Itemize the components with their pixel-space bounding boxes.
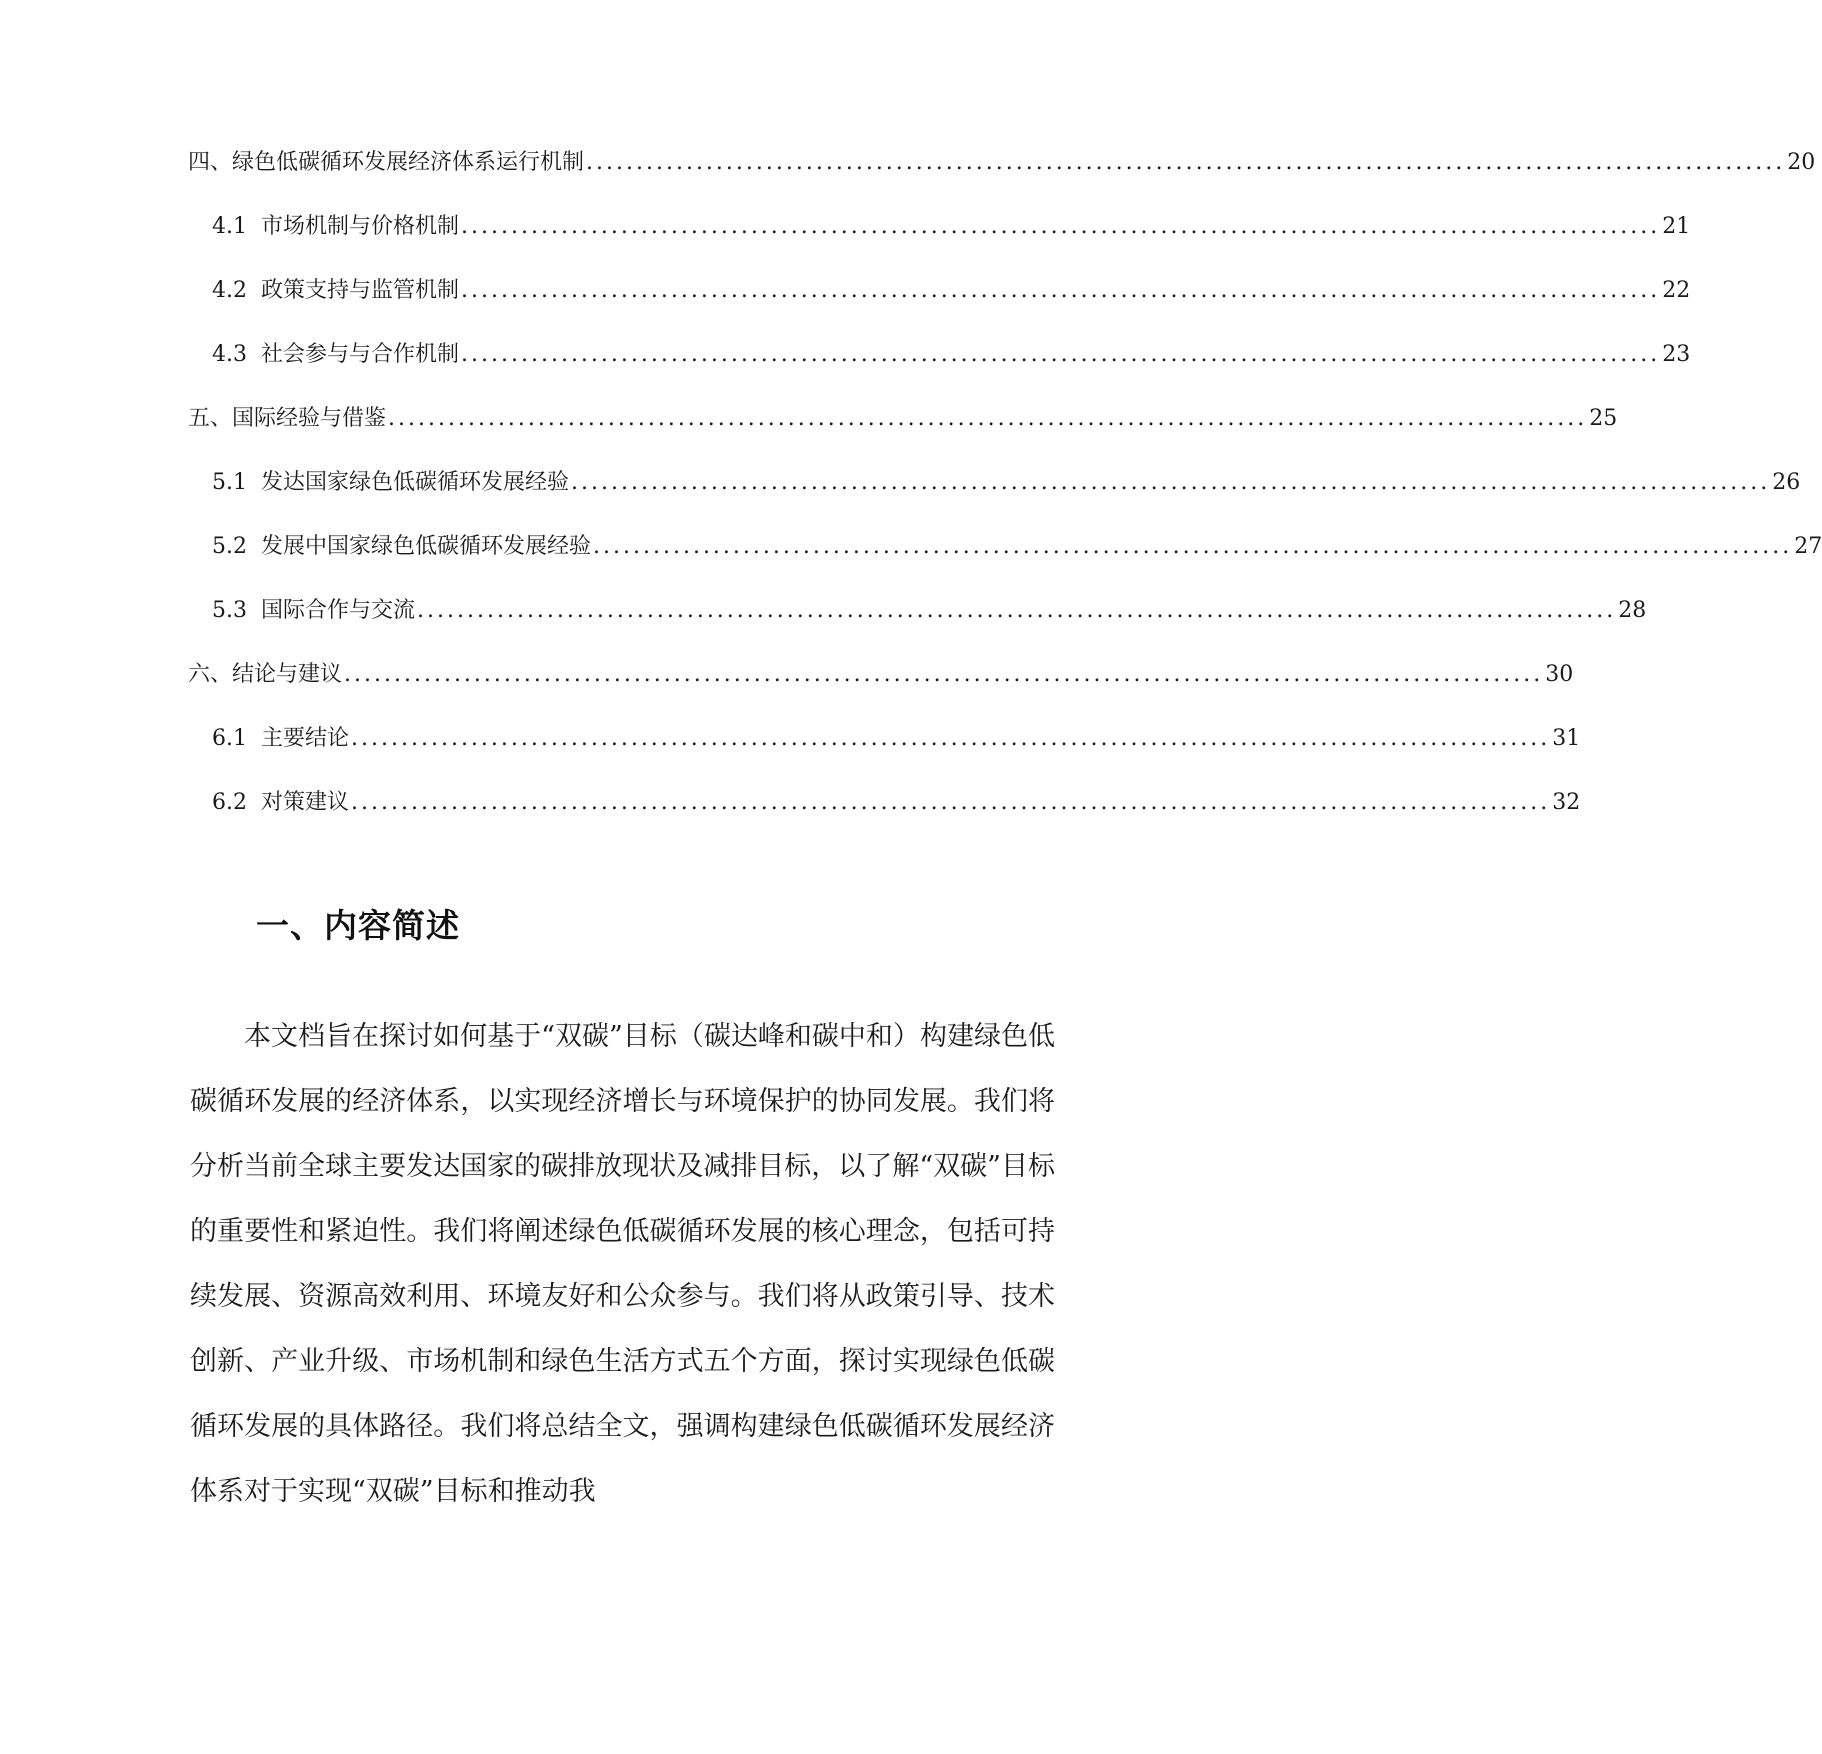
toc-entry-label: 发达国家绿色低碳循环发展经验: [261, 470, 570, 495]
toc-page-number: 31: [1552, 726, 1581, 751]
toc-leader-dots: ........................................................................................................................: [344, 662, 1544, 687]
toc-entry-number: 5.1: [212, 470, 247, 495]
toc-entry[interactable]: [188, 657, 1574, 693]
toc-entry-number: 5.2: [212, 534, 247, 559]
toc-page-number: 20: [1787, 150, 1816, 175]
toc-entry[interactable]: [212, 721, 1581, 757]
toc-page-number: 30: [1545, 662, 1574, 687]
toc-page-number: 27: [1794, 534, 1822, 559]
toc-leader-dots: ........................................................................................................................: [571, 470, 1771, 495]
toc-leader-dots: ........................................................................................................................: [351, 790, 1551, 815]
toc-entry[interactable]: [212, 465, 1801, 501]
toc-entry-number: 5.3: [212, 598, 247, 623]
section-heading: 一、内容简述: [256, 906, 460, 945]
toc-entry[interactable]: [212, 593, 1647, 629]
toc-page-number: 22: [1662, 278, 1691, 303]
toc-entry[interactable]: [212, 529, 1822, 565]
body-paragraph: 本文档旨在探讨如何基于“双碳”目标（碳达峰和碳中和）构建绿色低碳循环发展的经济体系，以实现经济增长与环境保护的协同发展。我们将分析当前全球主要发达国家的碳排放现状及减排目标，以了解“双碳”目标的重要性和紧迫性。我们将阐述绿色低碳循环发展的核心理念，包括可持续发展、资源高效利用、环境友好和公众参与。我们将从政策引导、技术创新、产业升级、市场机制和绿色生活方式五个方面，探讨实现绿色低碳循环发展的具体路径。我们将总结全文，强调构建绿色低碳循环发展经济体系对于实现“双碳”目标和推动我: [190, 1021, 1055, 1507]
toc-leader-dots: ........................................................................................................................: [351, 726, 1551, 751]
toc-entry-label: 四、绿色低碳循环发展经济体系运行机制: [188, 150, 585, 175]
toc-entry-label: 发展中国家绿色低碳循环发展经验: [261, 534, 592, 559]
toc-leader-dots: ........................................................................................................................: [461, 278, 1661, 303]
toc-page-number: 23: [1662, 342, 1691, 367]
toc-entry-label: 国际合作与交流: [261, 598, 416, 623]
toc-entry[interactable]: [212, 785, 1581, 821]
toc-entry-label: 对策建议: [261, 790, 350, 815]
toc-entry-label: 社会参与与合作机制: [261, 342, 460, 367]
toc-page-number: 26: [1772, 470, 1801, 495]
toc-leader-dots: ........................................................................................................................: [586, 150, 1786, 175]
toc-entry[interactable]: [188, 145, 1816, 181]
toc-entry-label: 政策支持与监管机制: [261, 278, 460, 303]
toc-entry-number: 4.2: [212, 278, 247, 303]
toc-entry[interactable]: [212, 273, 1691, 309]
toc-entry[interactable]: [212, 209, 1691, 245]
toc-entry[interactable]: [212, 337, 1691, 373]
toc-page-number: 21: [1662, 214, 1691, 239]
toc-entry-label: 五、国际经验与借鉴: [188, 406, 387, 431]
toc-leader-dots: ........................................................................................................................: [388, 406, 1588, 431]
toc-entry-number: 6.1: [212, 726, 247, 751]
toc-page-number: 25: [1589, 406, 1618, 431]
toc-leader-dots: ........................................................................................................................: [593, 534, 1793, 559]
toc-entry-number: 4.3: [212, 342, 247, 367]
toc-entry-label: 主要结论: [261, 726, 350, 751]
toc-entry-label: 六、结论与建议: [188, 662, 343, 687]
toc-leader-dots: ........................................................................................................................: [461, 342, 1661, 367]
toc-leader-dots: ........................................................................................................................: [461, 214, 1661, 239]
toc-entry-label: 市场机制与价格机制: [261, 214, 460, 239]
toc-entry-number: 4.1: [212, 214, 247, 239]
toc-entry[interactable]: [188, 401, 1618, 437]
toc-page-number: 32: [1552, 790, 1581, 815]
toc-leader-dots: ........................................................................................................................: [417, 598, 1617, 623]
toc-entry-number: 6.2: [212, 790, 247, 815]
toc-page-number: 28: [1618, 598, 1647, 623]
